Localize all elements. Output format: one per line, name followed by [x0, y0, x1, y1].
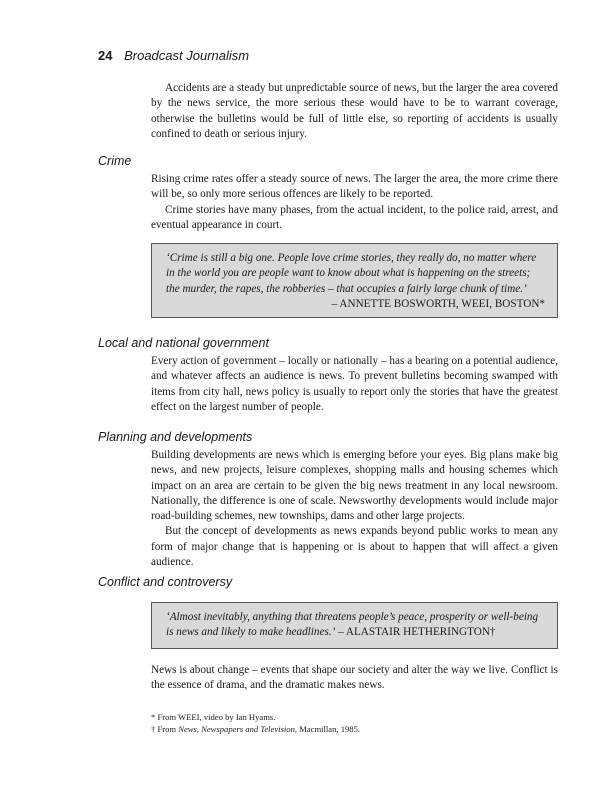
running-header: [98, 48, 249, 63]
footnotes: [151, 712, 360, 735]
crime-paragraph-1: Rising crime rates offer a steady source of news. The larger the area, the more crime there will be, so only more serious offences are likely to be reported.: [151, 173, 558, 201]
government-paragraph: Every action of government – locally or nationally – has a bearing on a potential audience, and whatever affects an audience is news. To prevent bulletins becoming swamped with items from city hall, news policy is usually to report only the stories that have the greatest effect on the largest number of people.: [151, 355, 558, 413]
footnote-2-title: News, Newspapers and Television: [178, 723, 295, 734]
crime-paragraph-2: Crime stories have many phases, from the actual incident, to the police raid, arrest, and eventual appearance in court.: [151, 203, 558, 231]
conflict-heading: Conflict and controversy: [98, 575, 233, 589]
planning-paragraph-2: But the concept of developments as news expands beyond public works to mean any form of major change that is happening or is about to happen that will affect a given audience.: [151, 525, 558, 569]
book-title: Broadcast Journalism: [124, 48, 250, 63]
crime-quote-attribution: – ANNETTE BOSWORTH, WEEI, BOSTON*: [331, 297, 545, 310]
footnote-2-prefix: † From: [151, 723, 179, 734]
page-number: 24: [98, 48, 113, 63]
crime-heading: Crime: [98, 154, 132, 168]
crime-quote-box: [151, 243, 558, 318]
footnote-2-suffix: , Macmillan, 1985.: [294, 723, 361, 734]
crime-section: [151, 172, 558, 233]
conflict-paragraph: News is about change – events that shape our society and alter the way we live. Conflict is the essence of drama, and the dramatic makes news.: [151, 664, 558, 692]
intro-section: [151, 81, 558, 142]
planning-heading: Planning and developments: [98, 430, 253, 444]
conflict-quote-attribution: – ALASTAIR HETHERINGTON†: [335, 626, 496, 639]
government-heading: Local and national government: [98, 336, 269, 350]
conflict-quote-box: [151, 602, 558, 649]
conflict-section: [151, 663, 558, 694]
crime-quote-text: ‘Crime is still a big one. People love crime stories, they really do, no matter where in the world you are people want to know about what is happening on the streets; the murder, the rapes, the robberies – that occupies a fairly large chunk of time.’: [166, 252, 537, 295]
government-section: [151, 354, 558, 415]
conflict-quote-text: ‘Almost inevitably, anything that threatens people’s peace, prosperity or well-being is news and likely to make headlines.’: [166, 611, 539, 639]
footnote-2: [151, 724, 360, 736]
footnote-1: * From WEEI, video by Ian Hyams.: [151, 712, 276, 722]
accidents-paragraph: Accidents are a steady but unpredictable source of news, but the larger the area covered by the news service, the more serious these would have to be to warrant coverage, otherwise the bulletins would be full of little else, so reporting of accidents is usually confined to death or serious injury.: [151, 82, 558, 140]
planning-section: [151, 448, 558, 570]
planning-paragraph-1: Building developments are news which is emerging before your eyes. Big plans make big news, and new projects, leisure complexes, shopping malls and housing schemes which impact on an area are certain to be given the big news treatment in any local newsroom. Nationally, the difference is one of scale. Newsworthy developments would include major road-building schemes, new townships, dams and other large projects.: [151, 449, 558, 523]
